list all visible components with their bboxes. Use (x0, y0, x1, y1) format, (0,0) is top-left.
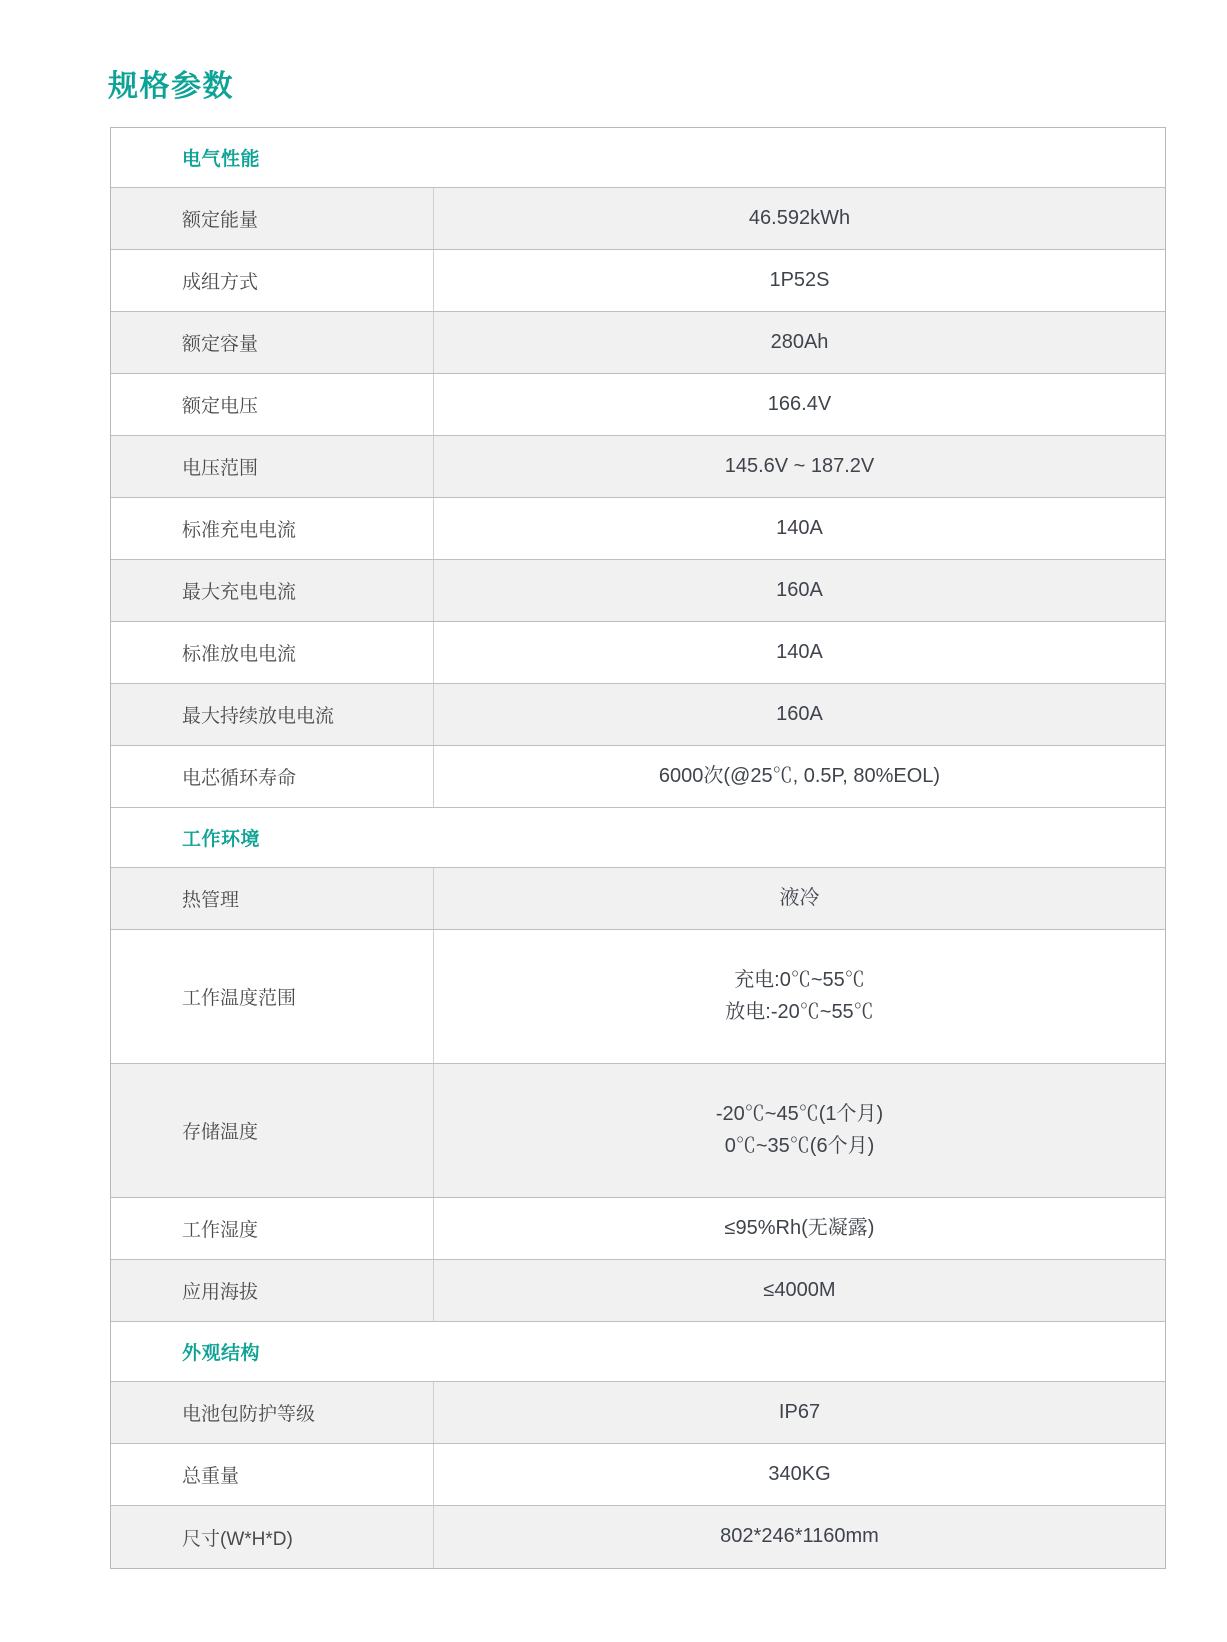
spec-table (110, 127, 1166, 1569)
spec-label: 存储温度 (111, 1064, 434, 1197)
spec-label: 额定容量 (111, 312, 434, 373)
spec-value-line: ≤95%Rh(无凝露) (724, 1216, 875, 1239)
spec-value (434, 374, 1165, 435)
spec-row (111, 868, 1165, 930)
section-header-label: 工作环境 (182, 829, 261, 850)
spec-value (434, 622, 1165, 683)
section-header-row (111, 128, 1165, 188)
spec-label: 最大充电电流 (111, 560, 434, 621)
spec-value-line: 140A (776, 640, 823, 663)
spec-row (111, 250, 1165, 312)
spec-row (111, 746, 1165, 808)
spec-value-line: IP67 (778, 1400, 821, 1423)
page-title: 规格参数 (108, 70, 234, 103)
spec-value-line: 放电:-20℃~55℃ (725, 1000, 874, 1023)
spec-value (434, 746, 1165, 807)
spec-label: 最大持续放电电流 (111, 684, 434, 745)
section-header-label: 外观结构 (182, 1343, 261, 1364)
spec-label: 尺寸(W*H*D) (111, 1506, 434, 1568)
spec-value (434, 250, 1165, 311)
spec-value-line: 160A (776, 702, 823, 725)
spec-label: 工作温度范围 (111, 930, 434, 1063)
spec-value (434, 1382, 1165, 1443)
spec-value (434, 1064, 1165, 1197)
spec-label: 电芯循环寿命 (111, 746, 434, 807)
spec-value (434, 560, 1165, 621)
spec-label: 标准充电电流 (111, 498, 434, 559)
spec-row (111, 684, 1165, 746)
spec-row (111, 1260, 1165, 1322)
spec-value-line: 802*246*1160mm (720, 1525, 879, 1547)
spec-row (111, 312, 1165, 374)
spec-row (111, 560, 1165, 622)
spec-row (111, 1444, 1165, 1506)
spec-value-line: 340KG (768, 1462, 831, 1485)
spec-value-line: 1P52S (769, 268, 830, 291)
spec-value-line: ≤4000M (763, 1278, 836, 1301)
spec-value-line: 6000次(@25℃, 0.5P, 80%EOL) (658, 764, 941, 787)
spec-value-line: 145.6V ~ 187.2V (724, 454, 875, 477)
spec-row (111, 188, 1165, 250)
spec-value-line: 46.592kWh (748, 206, 851, 229)
spec-label: 标准放电电流 (111, 622, 434, 683)
spec-row (111, 1064, 1165, 1198)
spec-label: 电压范围 (111, 436, 434, 497)
spec-value-line: 160A (776, 578, 823, 601)
spec-row (111, 1382, 1165, 1444)
spec-row (111, 498, 1165, 560)
spec-label: 电池包防护等级 (111, 1382, 434, 1443)
spec-value-line: -20℃~45℃(1个月) (715, 1102, 884, 1125)
spec-value (434, 436, 1165, 497)
spec-value (434, 188, 1165, 249)
spec-row (111, 622, 1165, 684)
spec-value (434, 1260, 1165, 1321)
spec-label: 总重量 (111, 1444, 434, 1505)
spec-value (434, 1198, 1165, 1259)
spec-row (111, 1198, 1165, 1260)
section-header-row (111, 1322, 1165, 1382)
spec-row (111, 374, 1165, 436)
spec-value-line: 280Ah (770, 330, 829, 353)
spec-row (111, 1506, 1165, 1568)
spec-value (434, 930, 1165, 1063)
spec-label: 应用海拔 (111, 1260, 434, 1321)
spec-value (434, 1506, 1165, 1568)
spec-label: 热管理 (111, 868, 434, 929)
spec-value-line: 液冷 (779, 886, 820, 909)
spec-value (434, 498, 1165, 559)
spec-value-line: 140A (776, 516, 823, 539)
spec-value (434, 868, 1165, 929)
spec-value (434, 312, 1165, 373)
spec-label: 额定能量 (111, 188, 434, 249)
spec-label: 工作湿度 (111, 1198, 434, 1259)
spec-value-line: 166.4V (767, 392, 832, 415)
spec-value (434, 684, 1165, 745)
spec-row (111, 930, 1165, 1064)
spec-label: 额定电压 (111, 374, 434, 435)
spec-value (434, 1444, 1165, 1505)
section-header-row (111, 808, 1165, 868)
spec-value-line: 0℃~35℃(6个月) (724, 1134, 875, 1157)
spec-row (111, 436, 1165, 498)
spec-value-line: 充电:0℃~55℃ (734, 968, 865, 991)
spec-label: 成组方式 (111, 250, 434, 311)
section-header-label: 电气性能 (182, 149, 261, 170)
